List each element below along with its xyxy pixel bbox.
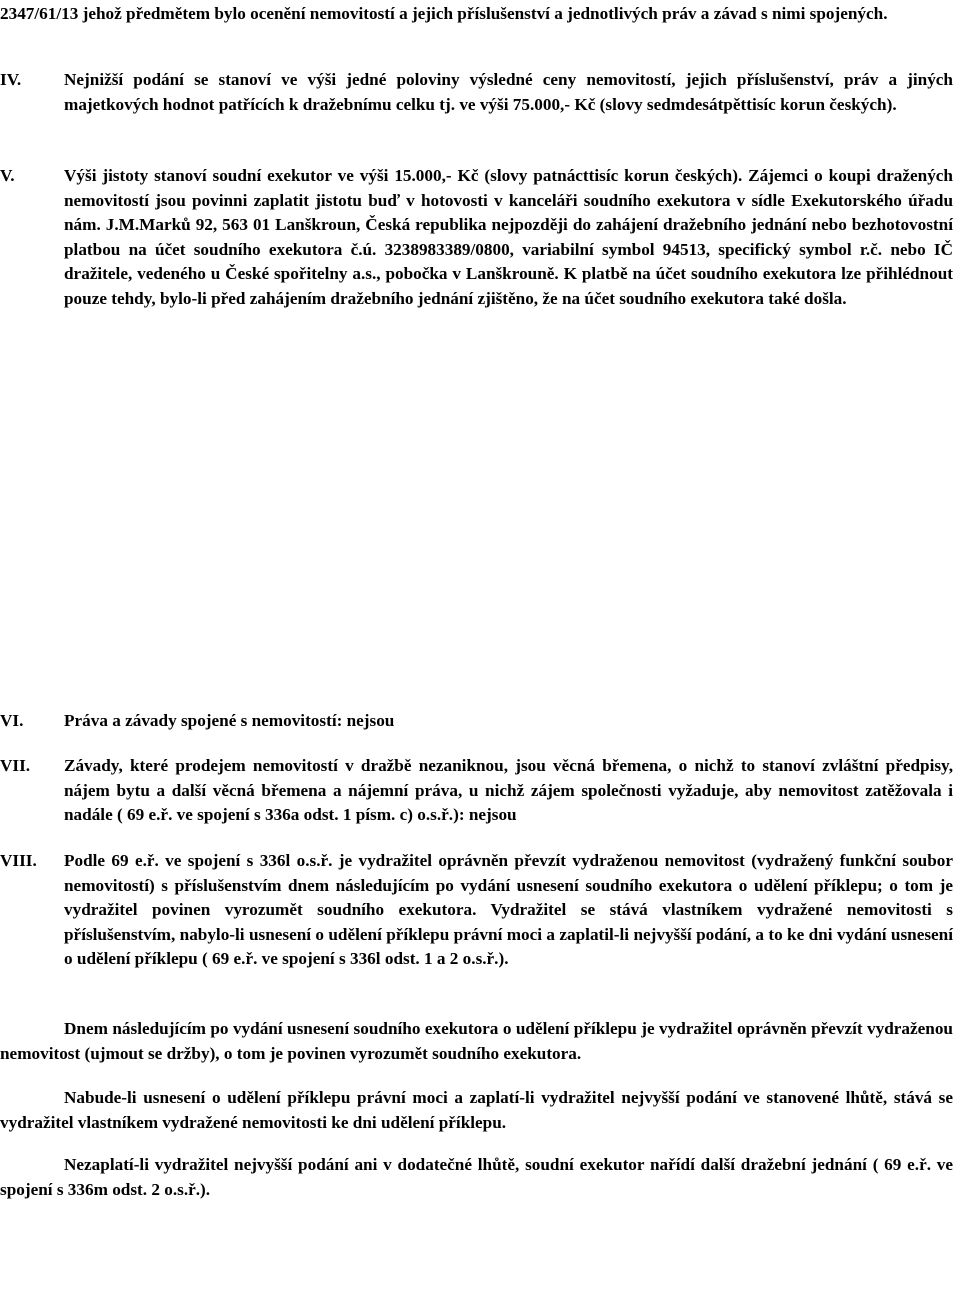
section-vii [0,754,953,828]
section-text: Závady, které prodejem nemovitostí v dražbě nezaniknou, jsou věcná břemena, o nichž to stanoví zvláštní předpisy, nájem bytu a další věcná břemena a nájemní práva, u nichž zájem společnosti vyžaduje, aby nemovitost zatěžovala i nadále ( 69 e.ř. ve spojení s 336a odst. 1 písm. c) o.s.ř.): nejsou [64,756,953,824]
section-continuation: 2347/61/13 jehož předmětem bylo ocenění nemovitostí a jejich příslušenství a jednotlivých práv a závad s nimi spojených. [0,4,888,23]
section-iv [0,68,953,117]
section-text: Práva a závady spojené s nemovitostí: nejsou [64,711,395,730]
section-viii [0,849,953,972]
paragraph-non-payment: Nezaplatí-li vydražitel nejvyšší podání ani v dodatečné lhůtě, soudní exekutor nařídí další dražební jednání ( 69 e.ř. ve spojení s 336m odst. 2 o.s.ř.). [0,1155,953,1199]
paragraph-ownership: Nabude-li usnesení o udělení příklepu právní moci a zaplatí-li vydražitel nejvyšší podání ve stanovené lhůtě, stává se vydražitel vlastníkem vydražené nemovitosti ke dni udělení příklepu. [0,1088,953,1132]
section-vi [0,709,953,734]
section-text: Podle 69 e.ř. ve spojení s 336l o.s.ř. je vydražitel oprávněn převzít vydraženou nemovitost (vydražený funkční soubor nemovitostí) s příslušenstvím dnem následujícím po vydání usnesení soudního exekutora o udělení příklepu; o tom je vydražitel povinen vyrozumět soudního exekutora. Vydražitel se stává vlastníkem vydražené nemovitosti s příslušenstvím, nabylo-li usnesení o udělení příklepu právní moci a zaplatil-li nejvyšší podání, a to ke dni vydání usnesení o udělení příklepu ( 69 e.ř. ve spojení s 336l odst. 1 a 2 o.s.ř.). [64,851,953,968]
paragraph-takeover: Dnem následujícím po vydání usnesení soudního exekutora o udělení příklepu je vydražitel oprávněn převzít vydraženou nemovitost (ujmout se držby), o tom je povinen vyrozumět soudního exekutora. [0,1019,953,1063]
section-number: VI. [0,711,24,730]
section-number: VII. [0,756,31,775]
section-text: Výši jistoty stanoví soudní exekutor ve výši 15.000,- Kč (slovy patnácttisíc korun českých). Zájemci o koupi dražených nemovitostí jsou povinni zaplatit jistotu buď v hotovosti v kanceláři soudního exekutora v sídle Exekutorského úřadu nám. J.M.Marků 92, 563 01 Lanškroun, Česká republika nejpozději do zahájení dražebního jednání nebo bezhotovostní platbou na účet soudního exekutora č.ú. 3238983389/0800, variabilní symbol 94513, specifický symbol r.č. nebo IČ dražitele, vedeného u České spořitelny a.s., pobočka v Lanškrouně. K platbě na účet soudního exekutora lze přihlédnout pouze tehdy, bylo-li před zahájením dražebního jednání zjištěno, že na účet soudního exekutora také došla. [64,166,953,308]
section-v [0,164,953,311]
section-text: Nejnižší podání se stanoví ve výši jedné poloviny výsledné ceny nemovitostí, jejich příslušenství, práv a jiných majetkových hodnot patřících k dražebnímu celku tj. ve výši 75.000,- Kč (slovy sedmdesátpěttisíc korun českých). [64,70,953,114]
section-number: V. [0,166,15,185]
section-number: IV. [0,70,22,89]
section-number: VIII. [0,851,37,870]
